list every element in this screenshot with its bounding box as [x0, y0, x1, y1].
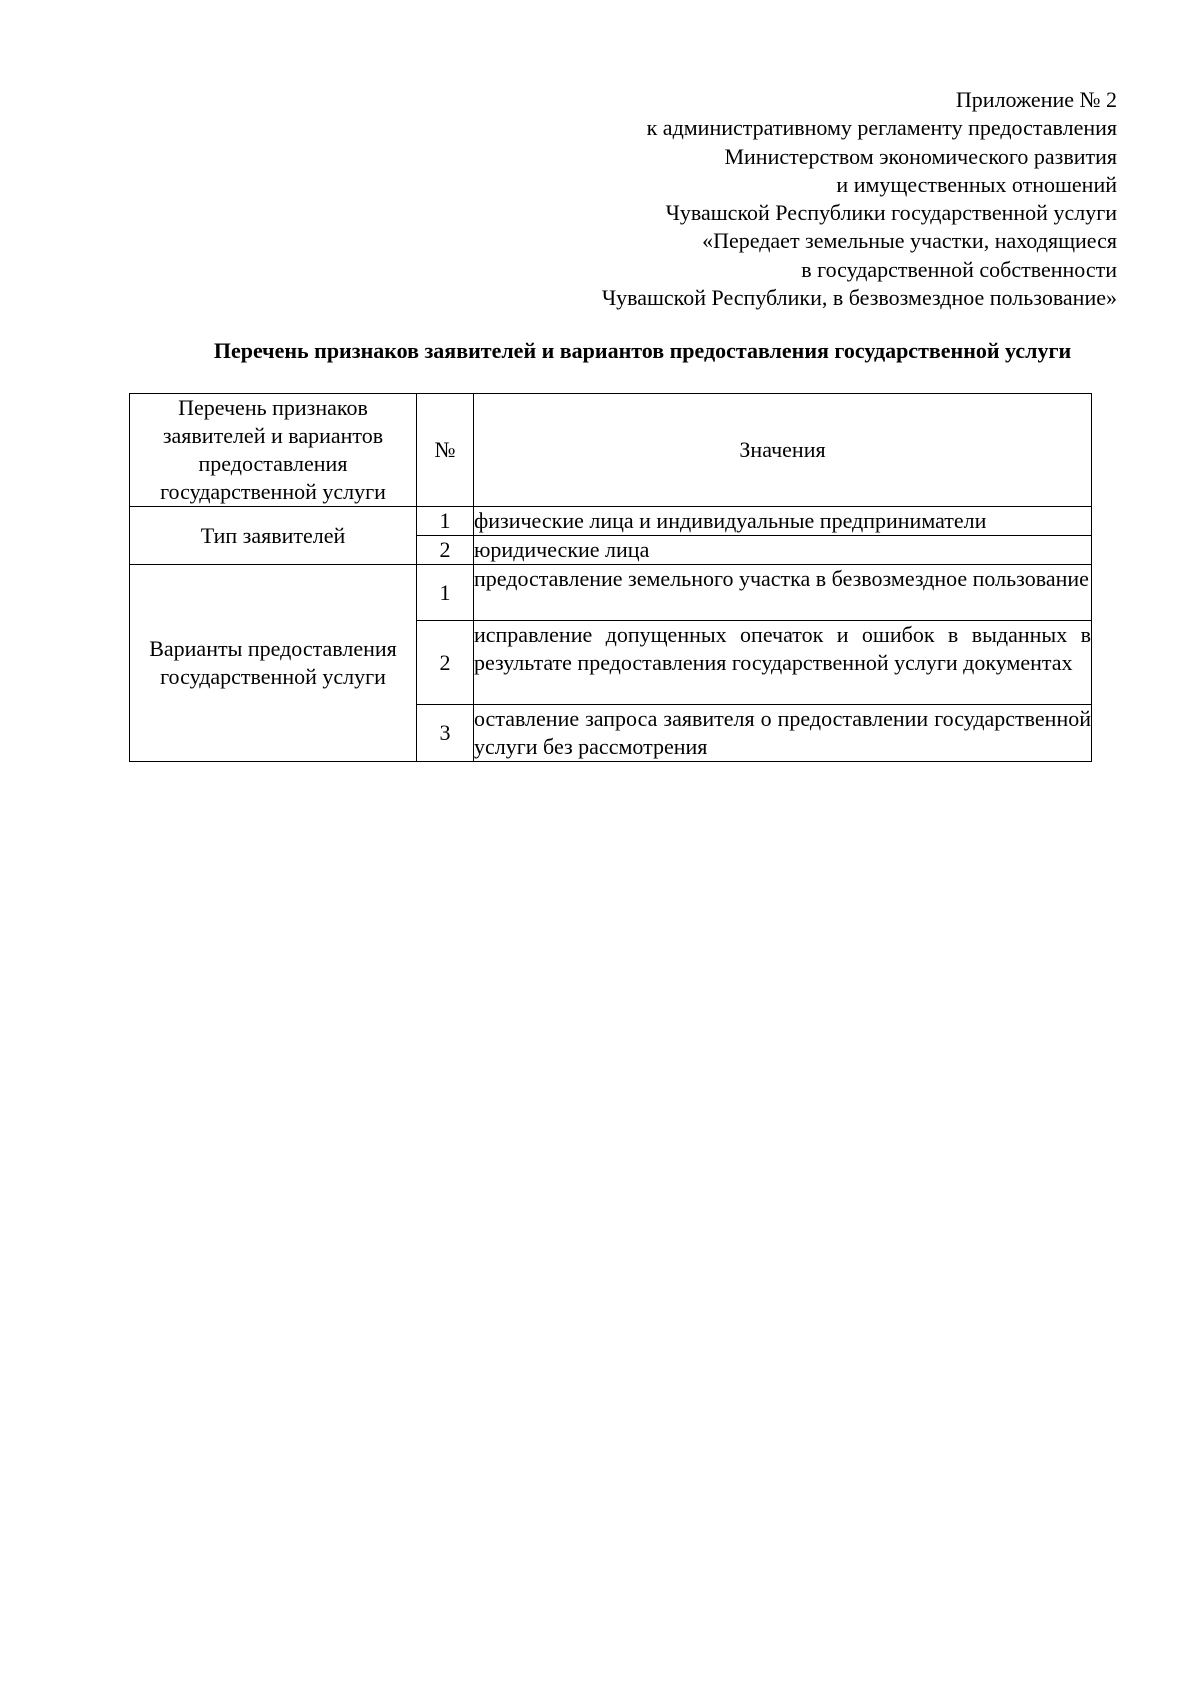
- appendix-line: Приложение № 2: [955, 87, 1117, 112]
- row-number: 2: [417, 536, 474, 565]
- row-number: 2: [417, 621, 474, 705]
- appendix-line: в государственной собственности: [801, 256, 1117, 282]
- attributes-table: [129, 393, 1092, 762]
- group-applicant-type: Тип заявителей: [130, 507, 417, 565]
- appendix-line: Чувашской Республики государственной услуги: [665, 200, 1117, 226]
- row-number: 3: [417, 705, 474, 762]
- appendix-line: «Передает земельные участки, находящиеся: [702, 228, 1117, 254]
- row-value: предоставление земельного участка в безвозмездное пользование: [474, 565, 1092, 621]
- header-attributes: Перечень признаков заявителей и вариантов предоставления государственной услуги: [130, 394, 417, 507]
- table-header-row: [130, 394, 1092, 507]
- row-value: оставление запроса заявителя о предоставлении государственной услуги без рассмотрения: [474, 705, 1092, 762]
- row-number: 1: [417, 507, 474, 536]
- row-value: физические лица и индивидуальные предприниматели: [474, 507, 1092, 536]
- appendix-line: к административному регламенту предоставления: [646, 115, 1117, 141]
- appendix-line: и имущественных отношений: [836, 171, 1117, 197]
- appendix-line: Министерством экономического развития: [724, 143, 1117, 169]
- header-values: Значения: [474, 394, 1092, 507]
- appendix-line: Чувашской Республики, в безвозмездное пользование»: [601, 285, 1117, 311]
- table-row: [130, 507, 1092, 536]
- group-service-variants: Варианты предоставления государственной услуги: [130, 565, 417, 762]
- header-number: №: [417, 394, 474, 507]
- document-title: Перечень признаков заявителей и вариантов предоставления государственной услуги: [213, 338, 1072, 363]
- table-row: [130, 565, 1092, 621]
- row-value: исправление допущенных опечаток и ошибок в выданных в результате предоставления государственной услуги документах: [474, 621, 1092, 705]
- appendix-header: [417, 86, 1117, 312]
- row-number: 1: [417, 565, 474, 621]
- row-value: юридические лица: [474, 536, 1092, 565]
